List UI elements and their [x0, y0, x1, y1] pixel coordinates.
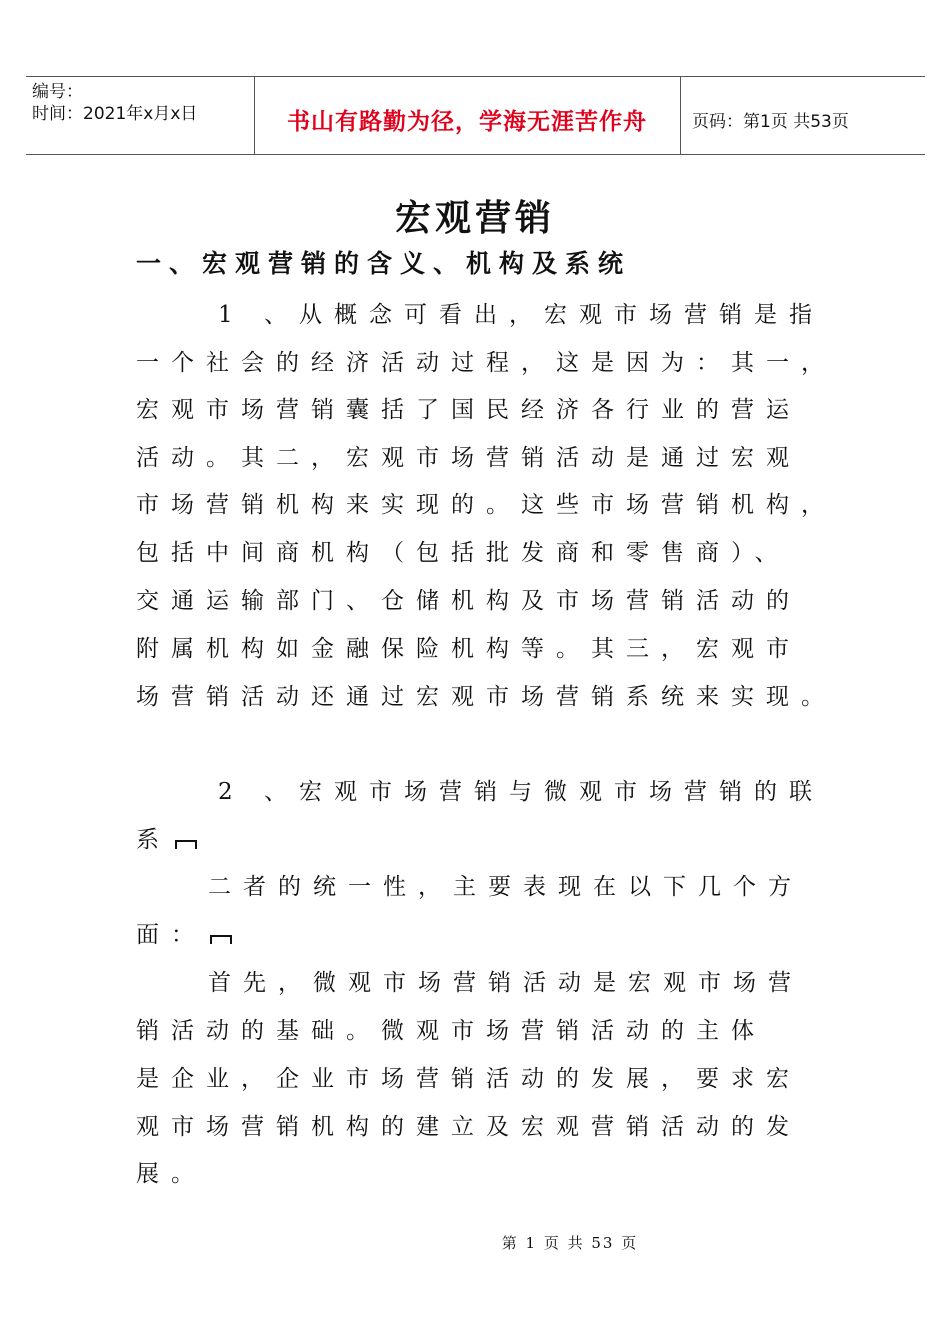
- body-line: 系: [136, 821, 197, 854]
- body-line: 市场营销机构来实现的。这些市场营销机构，: [136, 492, 836, 518]
- header-motto: 书山有路勤为径，学海无涯苦作舟: [287, 109, 647, 135]
- body-line: 二者的统一性，主要表现在以下几个方: [208, 874, 803, 900]
- page-title: 宏观营销: [394, 198, 555, 239]
- body-line: 交通运输部门、仓储机构及市场营销活动的: [136, 588, 801, 614]
- paragraph-mark-icon: [210, 935, 232, 944]
- section-heading: 一、宏观营销的含义、机构及系统: [136, 249, 632, 278]
- body-line: 附属机构如金融保险机构等。其三，宏观市: [136, 636, 801, 662]
- body-line: 展。: [136, 1161, 206, 1187]
- header-meta: [32, 81, 197, 125]
- body-line: 包括中间商机构（包括批发商和零售商）、: [136, 540, 790, 566]
- body-line: 面：: [136, 916, 232, 949]
- header-page-info: 页码：第1页 共53页: [692, 112, 849, 132]
- body-line: 1 、从概念可看出，宏观市场营销是指: [218, 302, 824, 328]
- paragraph-mark-icon: [175, 840, 197, 849]
- body-line: 场营销活动还通过宏观市场营销系统来实现。: [136, 684, 836, 710]
- body-line: 观市场营销机构的建立及宏观营销活动的发: [136, 1114, 801, 1140]
- header-divider: [680, 77, 681, 154]
- number-label: 编号：: [32, 82, 83, 102]
- body-line: 2 、宏观市场营销与微观市场营销的联: [218, 779, 824, 805]
- body-line: 销活动的基础。微观市场营销活动的主体: [136, 1018, 766, 1044]
- page-footer: 第 1 页 共 53 页: [501, 1234, 639, 1252]
- body-line: 是企业，企业市场营销活动的发展，要求宏: [136, 1066, 801, 1092]
- document-header: [26, 76, 925, 155]
- time-label: 时间：2021年x月x日: [32, 104, 198, 124]
- body-line: 一个社会的经济活动过程，这是因为：其一，: [136, 350, 836, 376]
- body-line: 首先，微观市场营销活动是宏观市场营: [208, 970, 803, 996]
- body-line: 活动。其二，宏观市场营销活动是通过宏观: [136, 445, 801, 471]
- body-line: 宏观市场营销囊括了国民经济各行业的营运: [136, 397, 801, 423]
